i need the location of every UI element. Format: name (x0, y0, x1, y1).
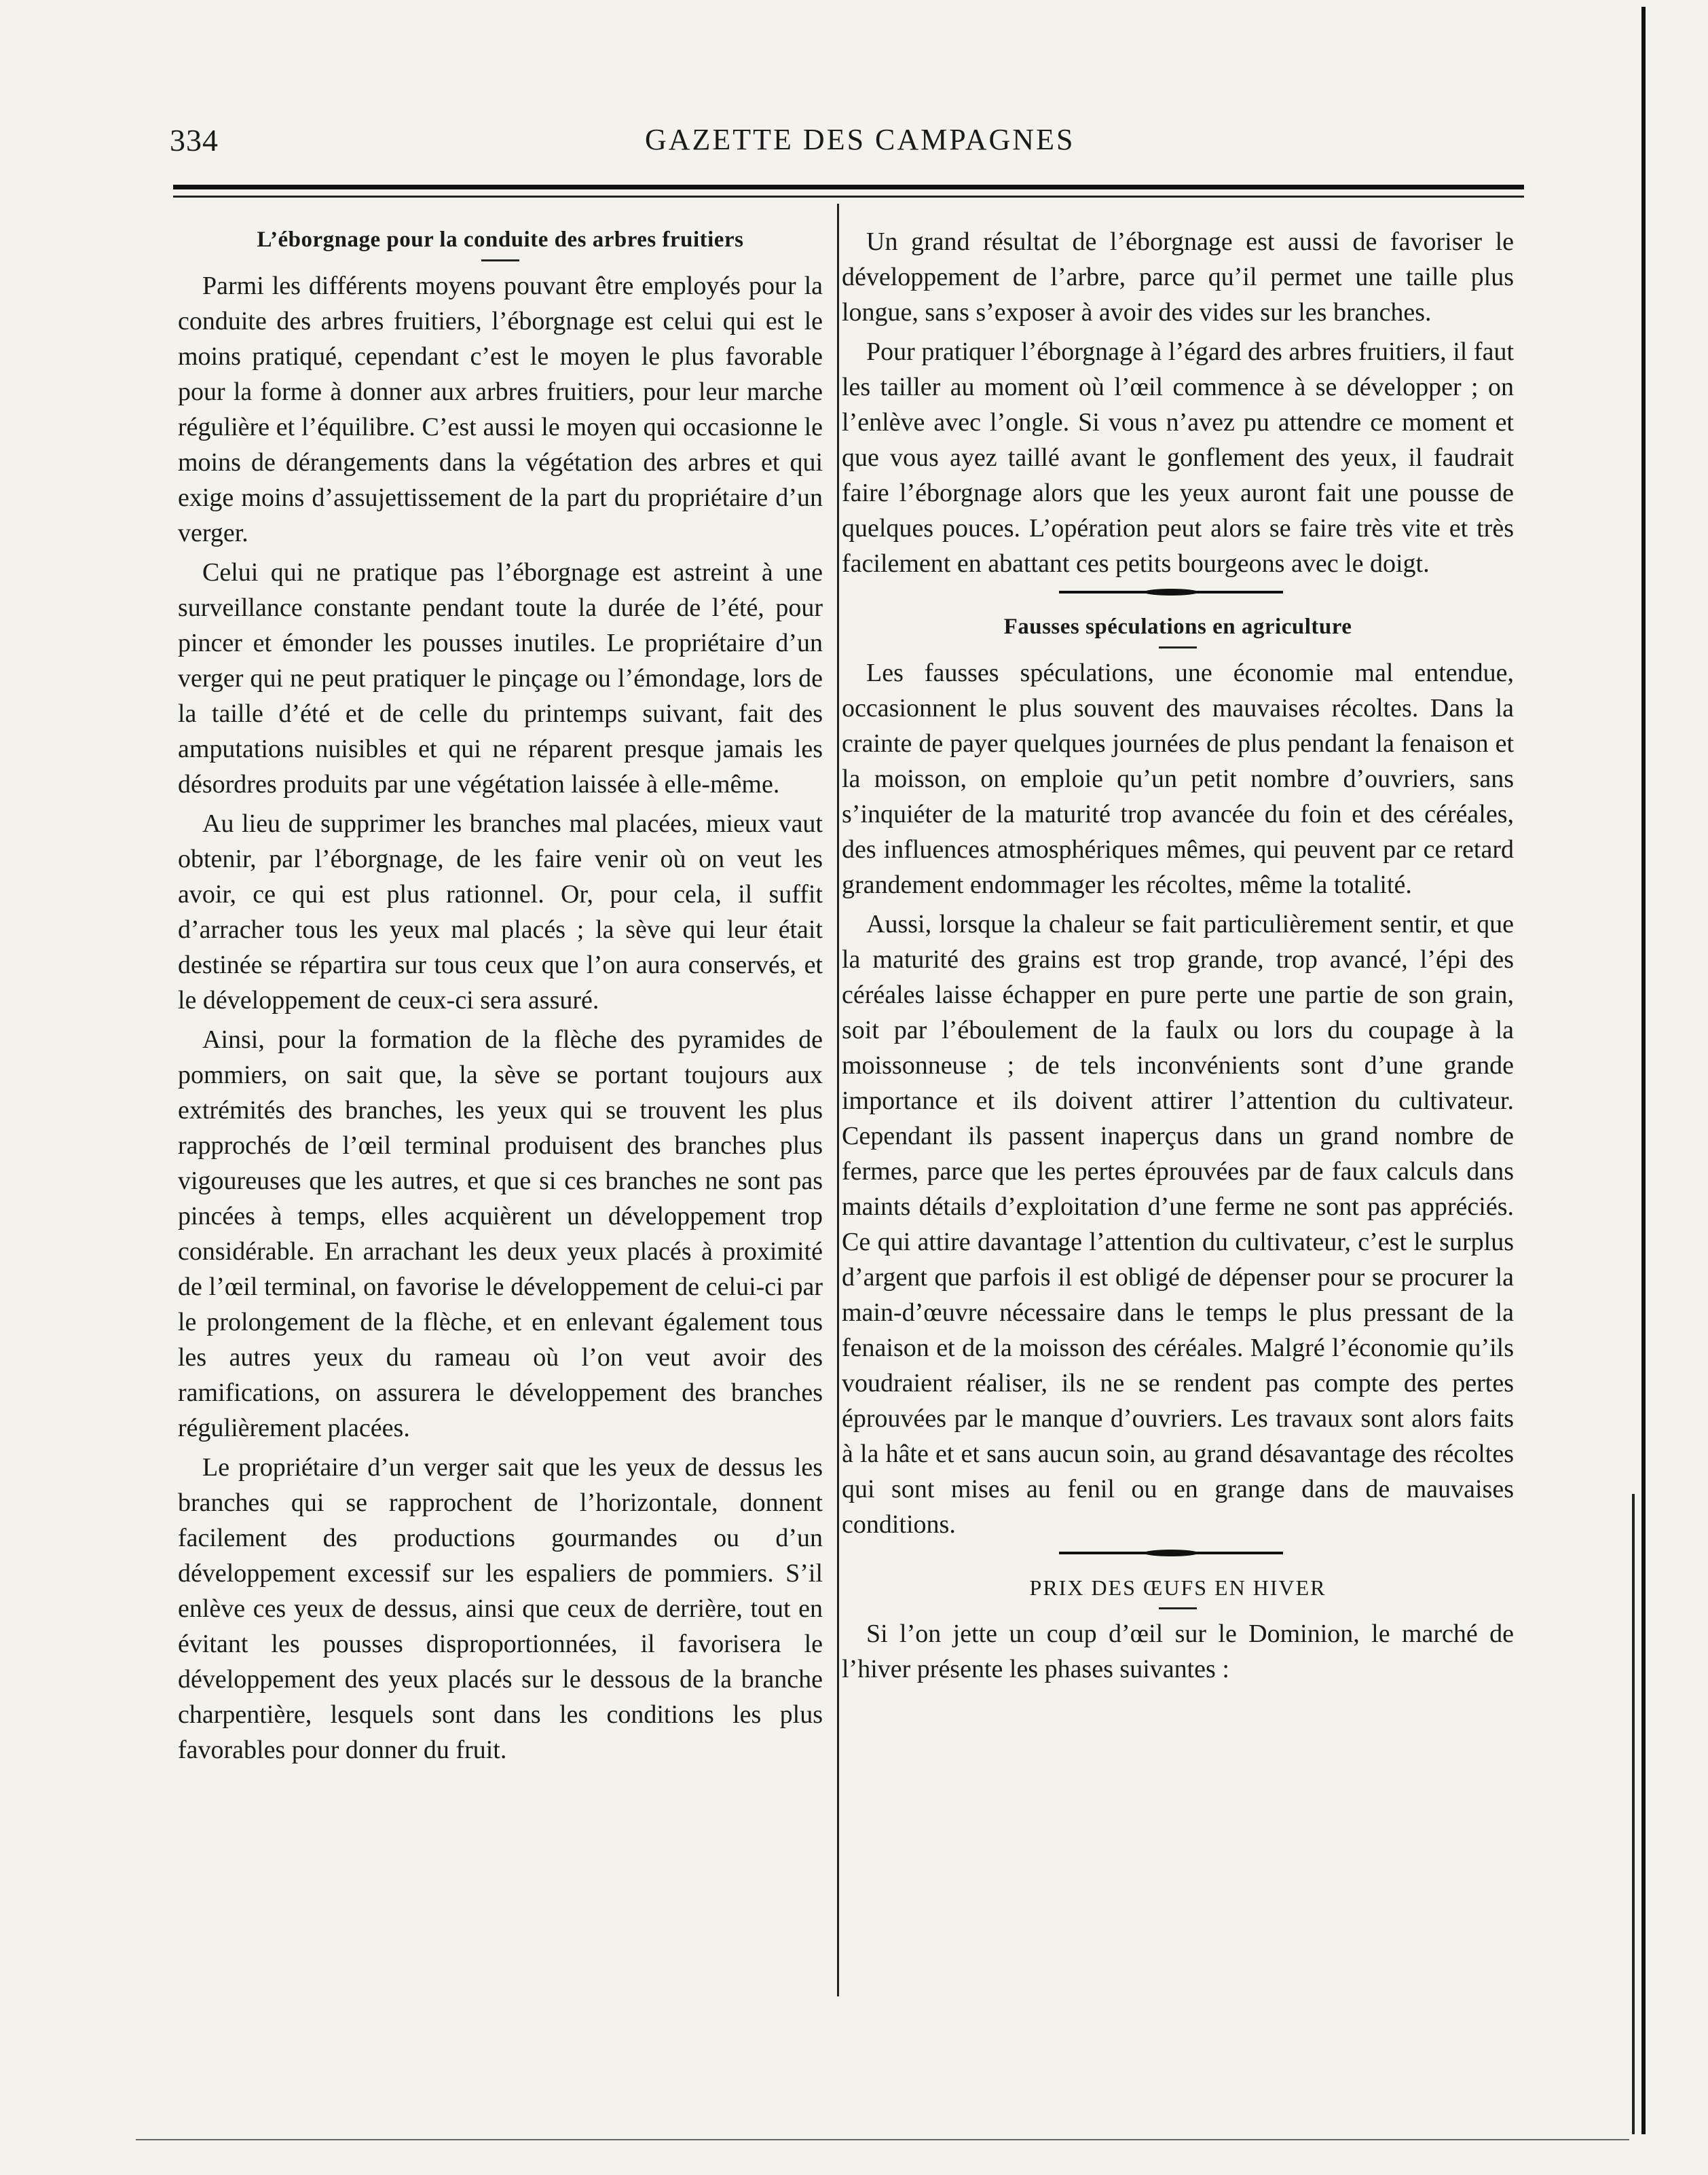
header-rule-thin (173, 196, 1524, 198)
article-title-eborgnage: L’éborgnage pour la conduite des arbres fruitiers (257, 227, 744, 252)
title-dash (1159, 1607, 1197, 1609)
paragraph: Au lieu de supprimer les branches mal placées, mieux vaut obtenir, par l’éborgnage, de les faire venir où on veut les avoir, ce qui est plus rationnel. Or, pour cela, il suffit d’arracher tous les yeux mal placés ; la sève qui leur était destinée se répartira sur tous ceux que l’on aura conservés, et le développement de ceux-ci sera assuré. (178, 809, 823, 1015)
paragraph: Ainsi, pour la formation de la flèche des pyramides de pommiers, on sait que, la sève se portant toujours aux extrémités des branches, les yeux qui se trouvent les plus rapprochés de l’œil terminal produisent des branches plus vigoureuses que les autres, et que si ces branches ne sont pas pincées à temps, elles acquièrent un développement trop considérable. En arrachant les deux yeux placés à proximité de l’œil terminal, on favorise le développement de celui-ci par le prolongement de la flèche, et en enlevant également tous les autres yeux du rameau où l’on veut avoir des ramifications, on assurera le développement des branches régulièrement placées. (178, 1025, 823, 1442)
running-title: GAZETTE DES CAMPAGNES (645, 123, 1075, 156)
article-title-prix-oeufs: PRIX DES ŒUFS EN HIVER (1029, 1575, 1326, 1600)
page-header (163, 122, 1521, 170)
paragraph: Un grand résultat de l’éborgnage est aussi de favoriser le développement de l’arbre, parce qu’il permet une taille plus longue, sans s’exposer à avoir des vides sur les branches. (842, 227, 1514, 327)
title-dash (1159, 646, 1197, 648)
footer-rule (136, 2139, 1629, 2140)
right-column (842, 224, 1514, 1691)
paragraph: Parmi les différents moyens pouvant être employés pour la conduite des arbres fruitiers, l’éborgnage est celui qui est le moins pratiqué, cependant c’est le moyen le plus favorable pour la forme à donner aux arbres fruitiers, pour leur marche régulière et l’équilibre. C’est aussi le moyen qui occasionne le moins de dérangements dans la végétation des arbres et qui exige moins d’assujettissement de la part du propriétaire d’un verger. (178, 272, 823, 547)
page-number: 334 (170, 123, 219, 158)
paragraph: Le propriétaire d’un verger sait que les yeux de dessus les branches qui se rapprochent de l’horizontale, donnent facilement des productions gourmandes ou d’un développement excessif sur les espaliers de pommiers. S’il enlève ces yeux de dessus, ainsi que ceux de derrière, tout en évitant les pousses disproportionnées, il favorisera le développement des yeux placés sur le dessous de la branche charpentière, lesquels sont dans les conditions les plus favorables pour donner du fruit. (178, 1453, 823, 1764)
page-edge-shadow-inner (1632, 1494, 1635, 2134)
page-edge-shadow (1641, 7, 1646, 2134)
header-rule-thick (173, 185, 1524, 189)
paragraph: Les fausses spéculations, une économie mal entendue, occasionnent le plus souvent des mauvaises récoltes. Dans la crainte de payer quelques journées de plus pendant la fenaison et la moisson, on emploie qu’un petit nombre d’ouvriers, sans s’inquiéter de la maturité trop avancée du foin et des céréales, des influences atmosphériques mêmes, qui peuvent par ce retard grandement endommager les récoltes, même la totalité. (842, 659, 1514, 899)
paragraph: Si l’on jette un coup d’œil sur le Dominion, le marché de l’hiver présente les phases suivantes : (842, 1620, 1514, 1683)
paragraph: Pour pratiquer l’éborgnage à l’égard des arbres fruitiers, il faut les tailler au moment où l’œil commence à se développer ; on l’enlève avec l’ongle. Si vous n’avez pu attendre ce moment et que vous ayez taillé avant le gonflement des yeux, il faudrait faire l’éborgnage alors que les yeux auront fait une pousse de quelques pouces. L’opération peut alors se faire très vite et très facilement en abattant ces petits bourgeons avec le doigt. (842, 337, 1514, 578)
left-column (178, 224, 823, 1772)
article-title-fausses-speculations: Fausses spéculations en agriculture (1003, 615, 1352, 639)
title-dash (481, 259, 519, 261)
section-divider (842, 1546, 1514, 1560)
section-divider (842, 585, 1514, 599)
paragraph: Celui qui ne pratique pas l’éborgnage est astreint à une surveillance constante pendant toute la durée de l’été, pour pincer et émonder les pousses inutiles. Le propriétaire d’un verger qui ne peut pratiquer le pinçage ou l’émondage, lors de la taille d’été et de celle du printemps suivant, fait des amputations nuisibles et qui ne réparent presque jamais les désordres produits par une végétation laissée à elle-même. (178, 558, 823, 799)
paragraph: Aussi, lorsque la chaleur se fait particulièrement sentir, et que la maturité des grains est trop grande, trop avancé, l’épi des céréales laisse échapper en pure perte une partie de son grain, soit par l’éboulement de la faulx ou lors du coupage à la moissonneuse ; de tels inconvénients sont d’une grande importance et ils doivent attirer l’attention du cultivateur. Cependant ils passent inaperçus dans un grand nombre de fermes, parce que les pertes éprouvées par de faux calculs dans maints détails d’exploitation d’une ferme ne sont pas appréciés. Ce qui attire davantage l’attention du cultivateur, c’est le surplus d’argent que parfois il est obligé de dépenser pour se procurer la main-d’œuvre nécessaire dans le temps le plus pressant de la fenaison et de la moisson des céréales. Malgré l’économie qu’ils voudraient réaliser, ils ne se rendent pas compte des pertes éprouvées par le manque d’ouvriers. Les travaux sont alors faits à la hâte et et sans aucun soin, au grand désavantage des récoltes qui sont mises au fenil ou en grange dans de mauvaises conditions. (842, 910, 1514, 1539)
column-divider (837, 204, 839, 1996)
